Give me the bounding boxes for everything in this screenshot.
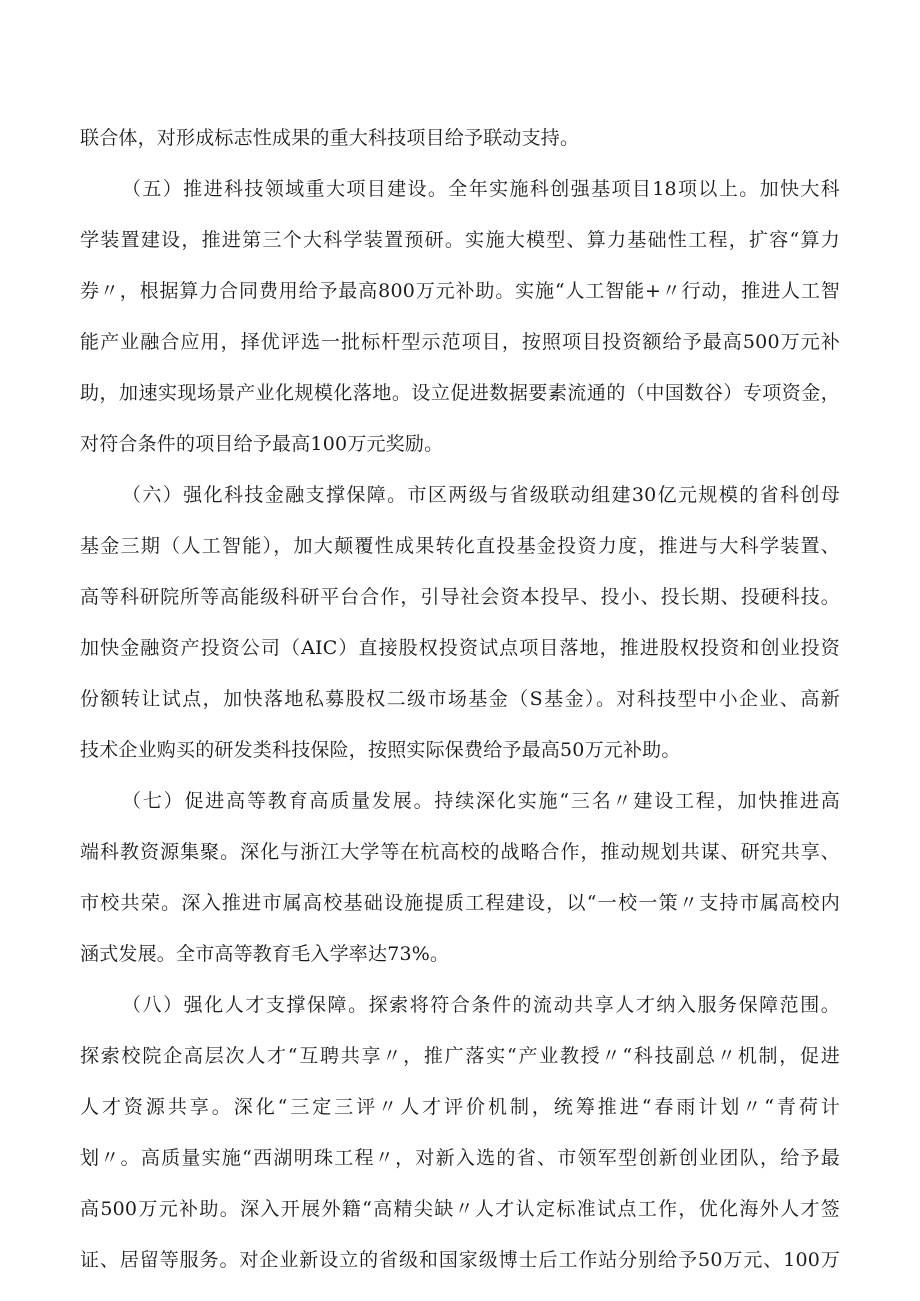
text-line: 探索校院企高层次人才“互聘共享〃，推广落实“产业教授〃“科技副总〃机制，促进 bbox=[80, 1045, 840, 1067]
text-line: 涵式发展。全市高等教育毛入学率达73%。 bbox=[80, 943, 450, 965]
text-line: 对符合条件的项目给予最高100万元奖励。 bbox=[80, 433, 444, 455]
text-line: 市校共荣。深入推进市属高校基础设施提质工程建设，以“一校一策〃支持市属高校内 bbox=[80, 892, 840, 914]
text-line: 加快金融资产投资公司（AIC）直接股权投资试点项目落地，推进股权投资和创业投资 bbox=[80, 637, 840, 659]
text-line: 人才资源共享。深化“三定三评〃人才评价机制，统筹推进“春雨计划〃“青荷计 bbox=[80, 1096, 840, 1118]
section-heading-8: （八）强化人才支撑保障。探索将符合条件的流动共享人才纳入服务保障范围。 bbox=[122, 994, 840, 1016]
text-line: 基金三期（人工智能），加大颠覆性成果转化直投基金投资力度，推进与大科学装置、 bbox=[80, 535, 840, 557]
text-line: 助，加速实现场景产业化规模化落地。设立促进数据要素流通的（中国数谷）专项资金， bbox=[80, 382, 840, 404]
text-line: 技术企业购买的研发类科技保险，按照实际保费给予最高50万元补助。 bbox=[80, 739, 681, 761]
section-heading-7: （七）促进高等教育高质量发展。持续深化实施“三名〃建设工程，加快推进高 bbox=[122, 790, 840, 812]
text-line: 能产业融合应用，择优评选一批标杆型示范项目，按照项目投资额给予最高500万元补 bbox=[80, 331, 840, 353]
text-line: 高500万元补助。深入开展外籍“高精尖缺〃人才认定标准试点工作，优化海外人才签 bbox=[80, 1198, 840, 1220]
text-line: 券〃，根据算力合同费用给予最高800万元补助。实施“人工智能+〃行动，推进人工智 bbox=[80, 280, 840, 302]
section-heading-6: （六）强化科技金融支撑保障。市区两级与省级联动组建30亿元规模的省科创母 bbox=[122, 484, 840, 506]
text-line: 端科教资源集聚。深化与浙江大学等在杭高校的战略合作，推动规划共谋、研究共享、 bbox=[80, 841, 840, 863]
text-line: 学装置建设，推进第三个大科学装置预研。实施大模型、算力基础性工程，扩容“算力 bbox=[80, 229, 840, 251]
text-line: 份额转让试点，加快落地私募股权二级市场基金（S基金）。对科技型中小企业、高新 bbox=[80, 688, 840, 710]
text-line: 联合体，对形成标志性成果的重大科技项目给予联动支持。 bbox=[80, 127, 580, 149]
text-line: 划〃。高质量实施“西湖明珠工程〃，对新入选的省、市领军型创新创业团队，给予最 bbox=[80, 1147, 840, 1169]
text-line: 证、居留等服务。对企业新设立的省级和国家级博士后工作站分别给予50万元、100万 bbox=[80, 1249, 840, 1271]
text-line: 高等科研院所等高能级科研平台合作，引导社会资本投早、投小、投长期、投硬科技。 bbox=[80, 586, 840, 608]
section-heading-5: （五）推进科技领域重大项目建设。全年实施科创强基项目18项以上。加快大科 bbox=[122, 178, 840, 200]
